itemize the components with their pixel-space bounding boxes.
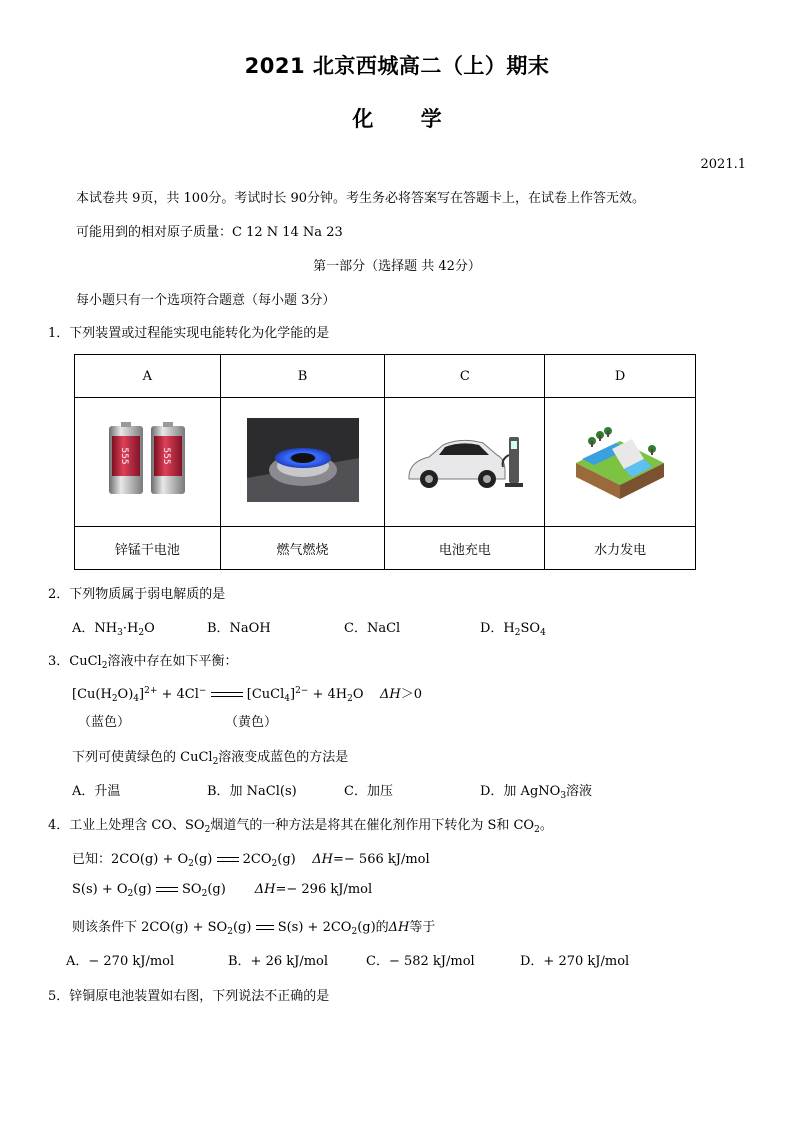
- car-charging-image: [405, 425, 525, 495]
- svg-text:555: 555: [119, 447, 130, 465]
- q3-stem: 3．CuCl$_2$溶液中存在如下平衡：: [48, 654, 238, 671]
- equals-arrow-icon: [156, 886, 178, 894]
- equals-arrow-icon: [256, 924, 274, 932]
- q3-equation: $[Cu(H_2O)_4]^{2+} + 4Cl^-$ [CuCl$_4$]$^{2-}$ + $4H_2O$ ΔH＞0: [72, 686, 423, 704]
- q1-header-b: B: [220, 355, 385, 398]
- battery-image: [106, 422, 188, 498]
- q1-header-d: D: [545, 355, 696, 398]
- q2-option-b: B．NaOH: [207, 621, 271, 636]
- subject-title: 化 学: [352, 107, 442, 131]
- q1-header-c: C: [385, 355, 545, 398]
- q3-color-left: （蓝色）: [78, 715, 131, 730]
- q3-question: 下列可使黄绿色的 CuCl$_2$溶液变成蓝色的方法是: [72, 750, 349, 767]
- q4-option-c: C．− 582 kJ/mol: [366, 954, 475, 969]
- q1-image-cell-c: [385, 398, 545, 527]
- equilibrium-arrow-icon: [211, 691, 243, 699]
- q3-option-a: A．升温: [72, 784, 121, 799]
- q1-image-cell-b: [220, 398, 385, 527]
- page-title: 2021 北京西城高二（上）期末: [244, 54, 550, 78]
- q4-question: 则该条件下 $2CO(g) + SO_2(g) S(s) + 2CO_2(g)$的ΔH等于: [72, 920, 436, 937]
- q2-option-d: D．$H_2SO_4$: [480, 621, 546, 638]
- q1-image-cell-a: [75, 398, 221, 527]
- equals-arrow-icon: [217, 856, 239, 864]
- q1-stem: 1．下列装置或过程能实现电能转化为化学能的是: [48, 326, 330, 341]
- q1-caption-b: 燃气燃烧: [220, 527, 385, 570]
- q3-option-c: C．加压: [344, 784, 393, 799]
- q4-option-d: D．+ 270 kJ/mol: [520, 954, 630, 969]
- q4-option-b: B．+ 26 kJ/mol: [228, 954, 329, 969]
- part-title: 第一部分（选择题 共 42分）: [313, 259, 481, 274]
- gas-burner-image: [247, 418, 359, 502]
- q1-table: [74, 354, 696, 570]
- intro-line-2: 可能用到的相对原子质量：C 12 N 14 Na 23: [76, 225, 343, 240]
- q4-stem: 4．工业上处理含 CO、$SO_2$烟道气的一种方法是将其在催化剂作用下转化为 S和 $CO_2$。: [48, 818, 553, 835]
- q2-option-a: A．$NH_3\cdot H_2O$: [72, 621, 155, 638]
- hydropower-image: [572, 419, 668, 501]
- q2-stem: 2．下列物质属于弱电解质的是: [48, 587, 226, 602]
- q2-option-c: C．NaCl: [344, 621, 401, 636]
- q3-color-right: （黄色）: [225, 715, 278, 730]
- q1-caption-c: 电池充电: [385, 527, 545, 570]
- q4-option-a: A．− 270 kJ/mol: [66, 954, 175, 969]
- q5-stem: 5．锌铜原电池装置如右图，下列说法不正确的是: [48, 989, 330, 1004]
- q1-caption-d: 水力发电: [545, 527, 696, 570]
- q3-option-b: B．加 NaCl(s): [207, 784, 297, 799]
- intro-line-1: 本试卷共 9页，共 100分。考试时长 90分钟。考生务必将答案写在答题卡上，在试卷上作答无效。: [76, 191, 646, 206]
- svg-text:555: 555: [161, 447, 172, 465]
- q1-header-a: A: [75, 355, 221, 398]
- q3-option-d: D．加 AgNO$_3$溶液: [480, 784, 593, 801]
- q1-caption-a: 锌锰干电池: [75, 527, 221, 570]
- exam-date: 2021.1: [700, 157, 746, 172]
- part-note: 每小题只有一个选项符合题意（每小题 3分）: [76, 293, 336, 308]
- q4-known-eq-2: $S(s) + O_2(g)$ $SO_2(g)$ ΔH=− 296 kJ/mol: [72, 882, 373, 899]
- q1-image-cell-d: [545, 398, 696, 527]
- q4-known-eq-1: 已知：$2CO(g) + O_2(g)$ $2CO_2(g)$ ΔH=− 566 kJ/mol: [72, 852, 430, 869]
